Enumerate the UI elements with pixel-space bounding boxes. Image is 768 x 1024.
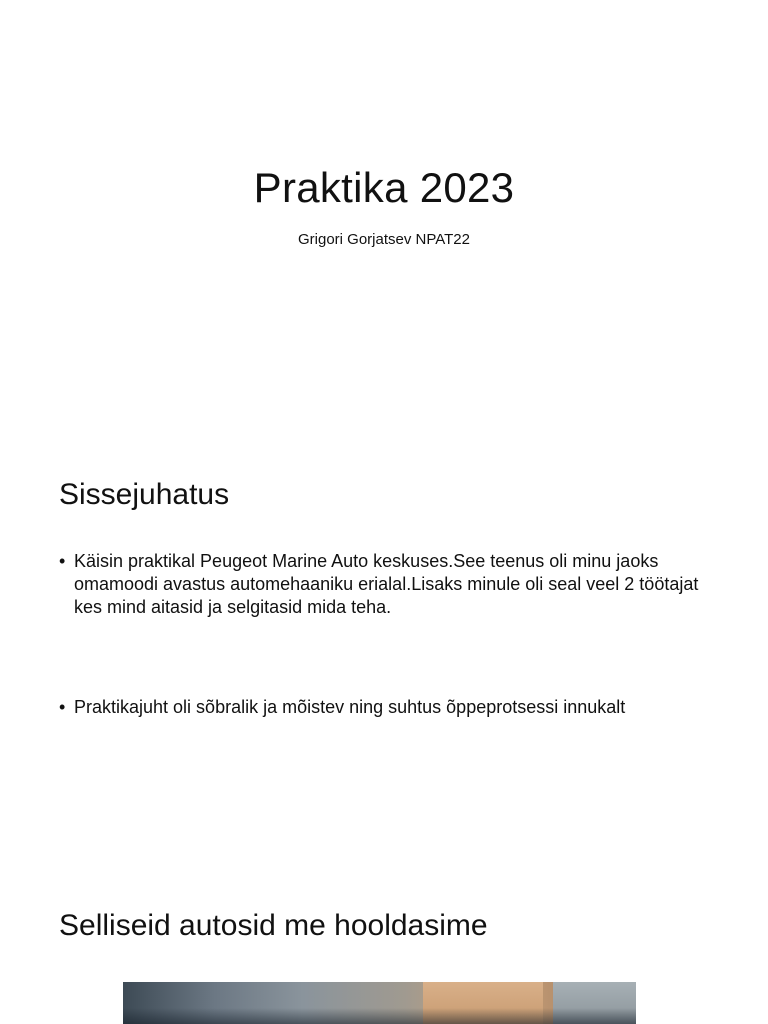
intro-slide xyxy=(0,432,768,864)
bullet-text: Praktikajuht oli sõbralik ja mõistev ning suhtus õppeprotsessi innukalt xyxy=(74,697,626,717)
cars-heading: Selliseid autosid me hooldasime xyxy=(59,909,488,942)
cars-slide xyxy=(0,864,768,1024)
intro-heading: Sissejuhatus xyxy=(59,478,230,511)
bullet-text: Käisin praktikal Peugeot Marine Auto keskuses.See teenus oli minu jaoks omamoodi avastus automehaaniku erialal.Lisaks minule oli seal veel 2 töötajat kes mind aitasid ja selgitasid mida teha. xyxy=(74,551,699,617)
author-subtitle: Grigori Gorjatsev NPAT22 xyxy=(298,231,470,248)
bullet-item xyxy=(59,696,709,719)
bullet-item xyxy=(59,550,709,619)
bullet-icon: • xyxy=(59,551,66,571)
presentation-title: Praktika 2023 xyxy=(253,164,515,211)
photo-shadow xyxy=(123,1008,636,1024)
bullet-icon: • xyxy=(59,697,66,717)
car-service-photo xyxy=(123,982,636,1024)
title-slide xyxy=(0,0,768,432)
